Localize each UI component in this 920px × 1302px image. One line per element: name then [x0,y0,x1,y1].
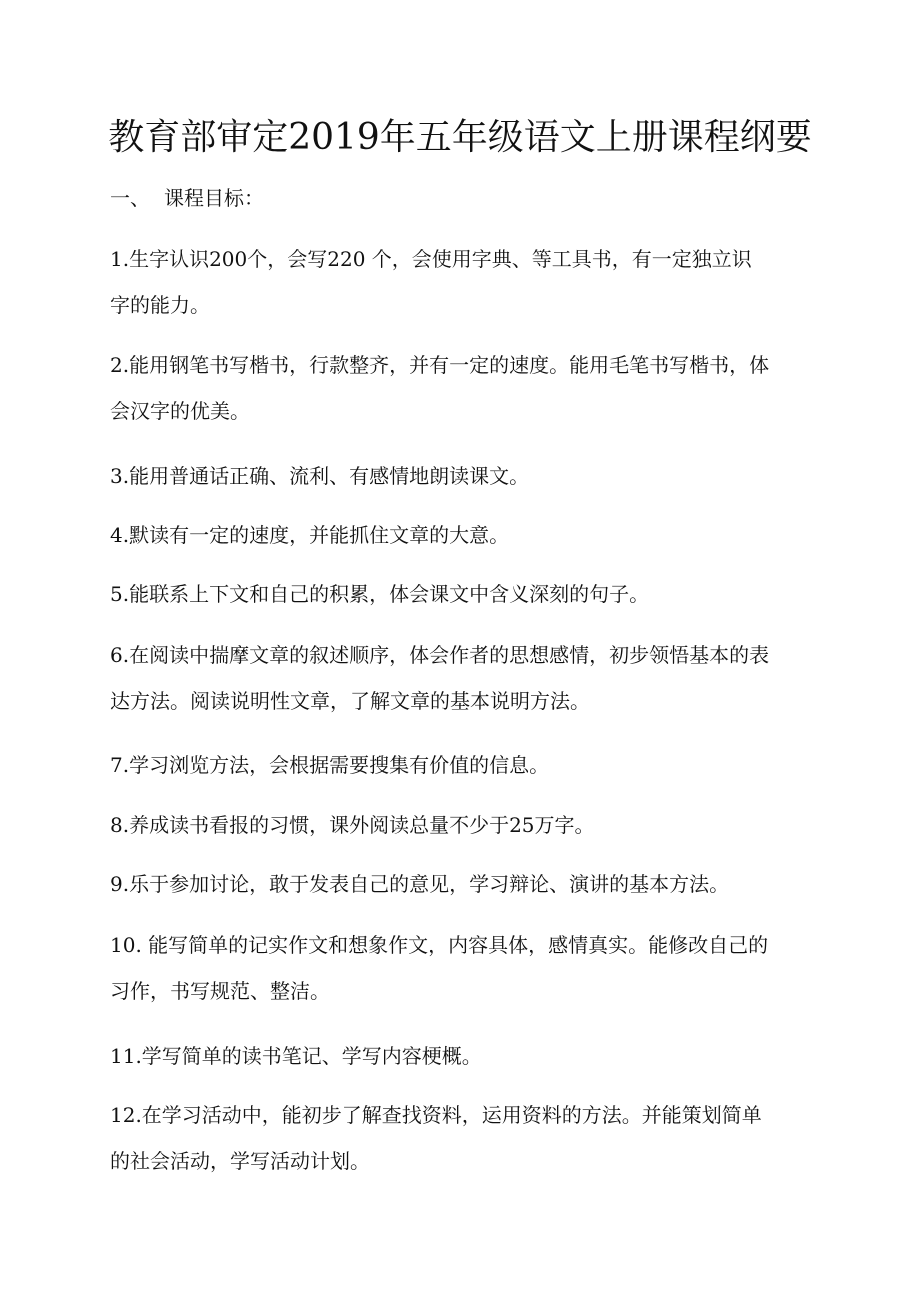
objective-line: 11.学写简单的读书笔记、学写内容梗概。 [110,1044,482,1068]
objective-line: 习作，书写规范、整洁。 [110,979,330,1003]
objective-item-9 [110,861,815,907]
section-number: 一、 [110,186,150,210]
objective-item-3 [110,453,815,499]
objective-item-11 [110,1033,815,1079]
objective-item-2 [110,342,815,434]
objective-line: 达方法。阅读说明性文章，了解文章的基本说明方法。 [110,689,590,713]
objective-item-12 [110,1092,815,1184]
objective-line: 7.学习浏览方法，会根据需要搜集有价值的信息。 [110,753,550,777]
objective-line: 1.生字认识200个，会写220 个，会使用字典、等工具书，有一定独立识 [110,247,752,271]
section-heading [110,180,264,216]
objective-item-1 [110,236,815,328]
objective-line: 9.乐于参加讨论，敢于发表自己的意见，学习辩论、演讲的基本方法。 [110,872,730,896]
objective-item-6 [110,632,815,724]
objective-item-8 [110,802,815,848]
objective-line: 4.默读有一定的速度，并能抓住文章的大意。 [110,523,510,547]
objective-line: 12.在学习活动中，能初步了解查找资料，运用资料的方法。并能策划简单 [110,1103,762,1127]
objective-line: 会汉字的优美。 [110,399,250,423]
objective-line: 8.养成读书看报的习惯，课外阅读总量不少于25万字。 [110,813,595,837]
objective-item-10 [110,922,815,1014]
section-heading-text: 课程目标： [164,186,264,210]
objective-item-7 [110,742,815,788]
document-title: 教育部审定2019年五年级语文上册课程纲要 [108,117,812,158]
objective-line: 10. 能写简单的记实作文和想象作文，内容具体，感情真实。能修改自己的 [110,933,769,957]
objective-line: 2.能用钢笔书写楷书，行款整齐，并有一定的速度。能用毛笔书写楷书，体 [110,353,770,377]
objective-line: 6.在阅读中揣摩文章的叙述顺序，体会作者的思想感情，初步领悟基本的表 [110,643,770,667]
objective-line: 3.能用普通话正确、流利、有感情地朗读课文。 [110,464,530,488]
objective-item-4 [110,512,815,558]
objective-line: 5.能联系上下文和自己的积累，体会课文中含义深刻的句子。 [110,582,650,606]
objective-line: 的社会活动，学写活动计划。 [110,1149,370,1173]
objective-item-5 [110,571,815,617]
objective-line: 字的能力。 [110,293,210,317]
